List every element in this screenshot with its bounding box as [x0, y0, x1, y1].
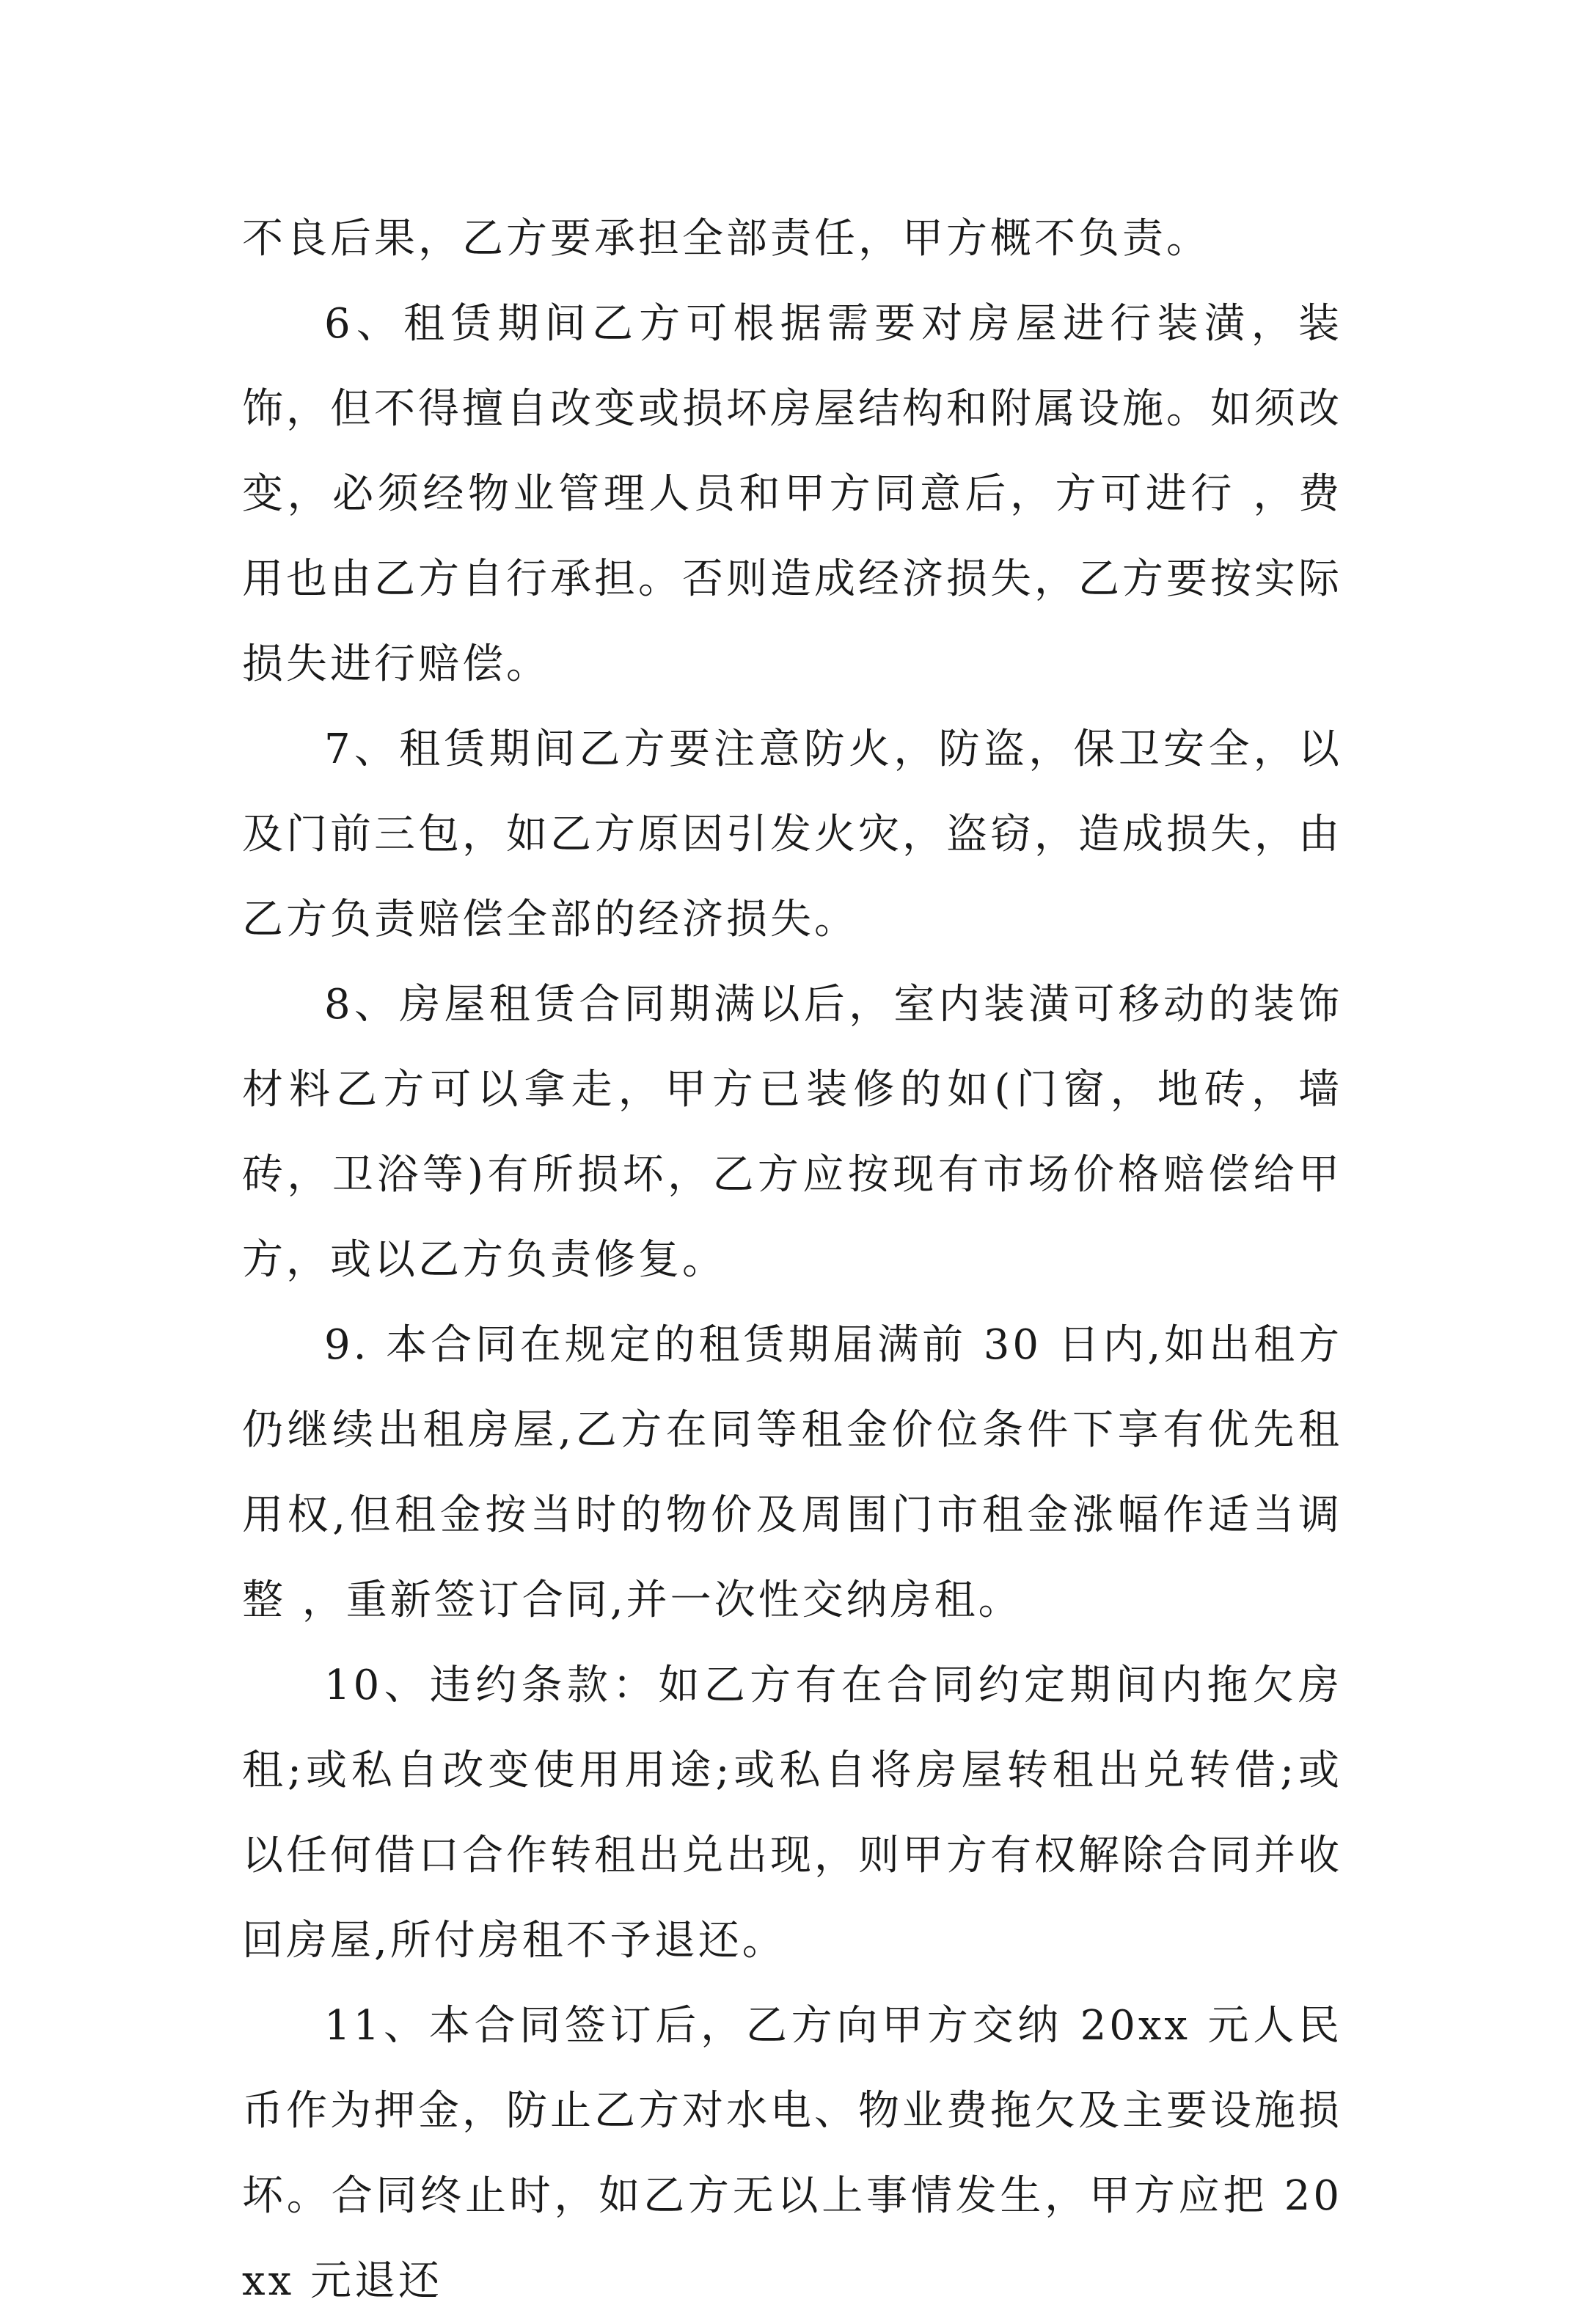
paragraph-clause-8: 8、房屋租赁合同期满以后，室内装潢可移动的装饰材料乙方可以拿走，甲方已装修的如(门窗，地砖，墙砖，卫浴等)有所损坏，乙方应按现有市场价格赔偿给甲方，或以乙方负责修复。 — [242, 981, 1342, 1284]
paragraph-clause-9: 9. 本合同在规定的租赁期届满前 30 日内,如出租方仍继续出租房屋,乙方在同等租金价位条件下享有优先租用权,但租金按当时的物价及周围门市租金涨幅作适当调整 ，重新签订合同,并一次性交纳房租。 — [242, 1321, 1342, 1624]
paragraph-continuation: 不良后果，乙方要承担全部责任，甲方概不负责。 — [242, 215, 1210, 263]
paragraph-clause-11: 11、本合同签订后，乙方向甲方交纳 20xx 元人民币作为押金，防止乙方对水电、物业费拖欠及主要设施损坏。合同终止时，如乙方无以上事情发生，甲方应把 20xx 元退还 — [242, 2002, 1342, 2305]
paragraph-clause-10: 10、违约条款：如乙方有在合同约定期间内拖欠房租;或私自改变使用用途;或私自将房屋转租出兑转借;或以任何借口合作转租出兑出现，则甲方有权解除合同并收回房屋,所付房租不予退还。 — [242, 1662, 1342, 1965]
paragraph-clause-7: 7、租赁期间乙方要注意防火，防盗，保卫安全，以及门前三包，如乙方原因引发火灾，盗窃，造成损失，由乙方负责赔偿全部的经济损失。 — [242, 726, 1342, 943]
paragraph-clause-6: 6、租赁期间乙方可根据需要对房屋进行装潢，装饰，但不得擅自改变或损坏房屋结构和附属设施。如须改变，必须经物业管理人员和甲方同意后，方可进行 ，费用也由乙方自行承担。否则造成经济损失，乙方要按实际损失进行赔偿。 — [242, 300, 1342, 688]
document-body — [242, 197, 1342, 2324]
